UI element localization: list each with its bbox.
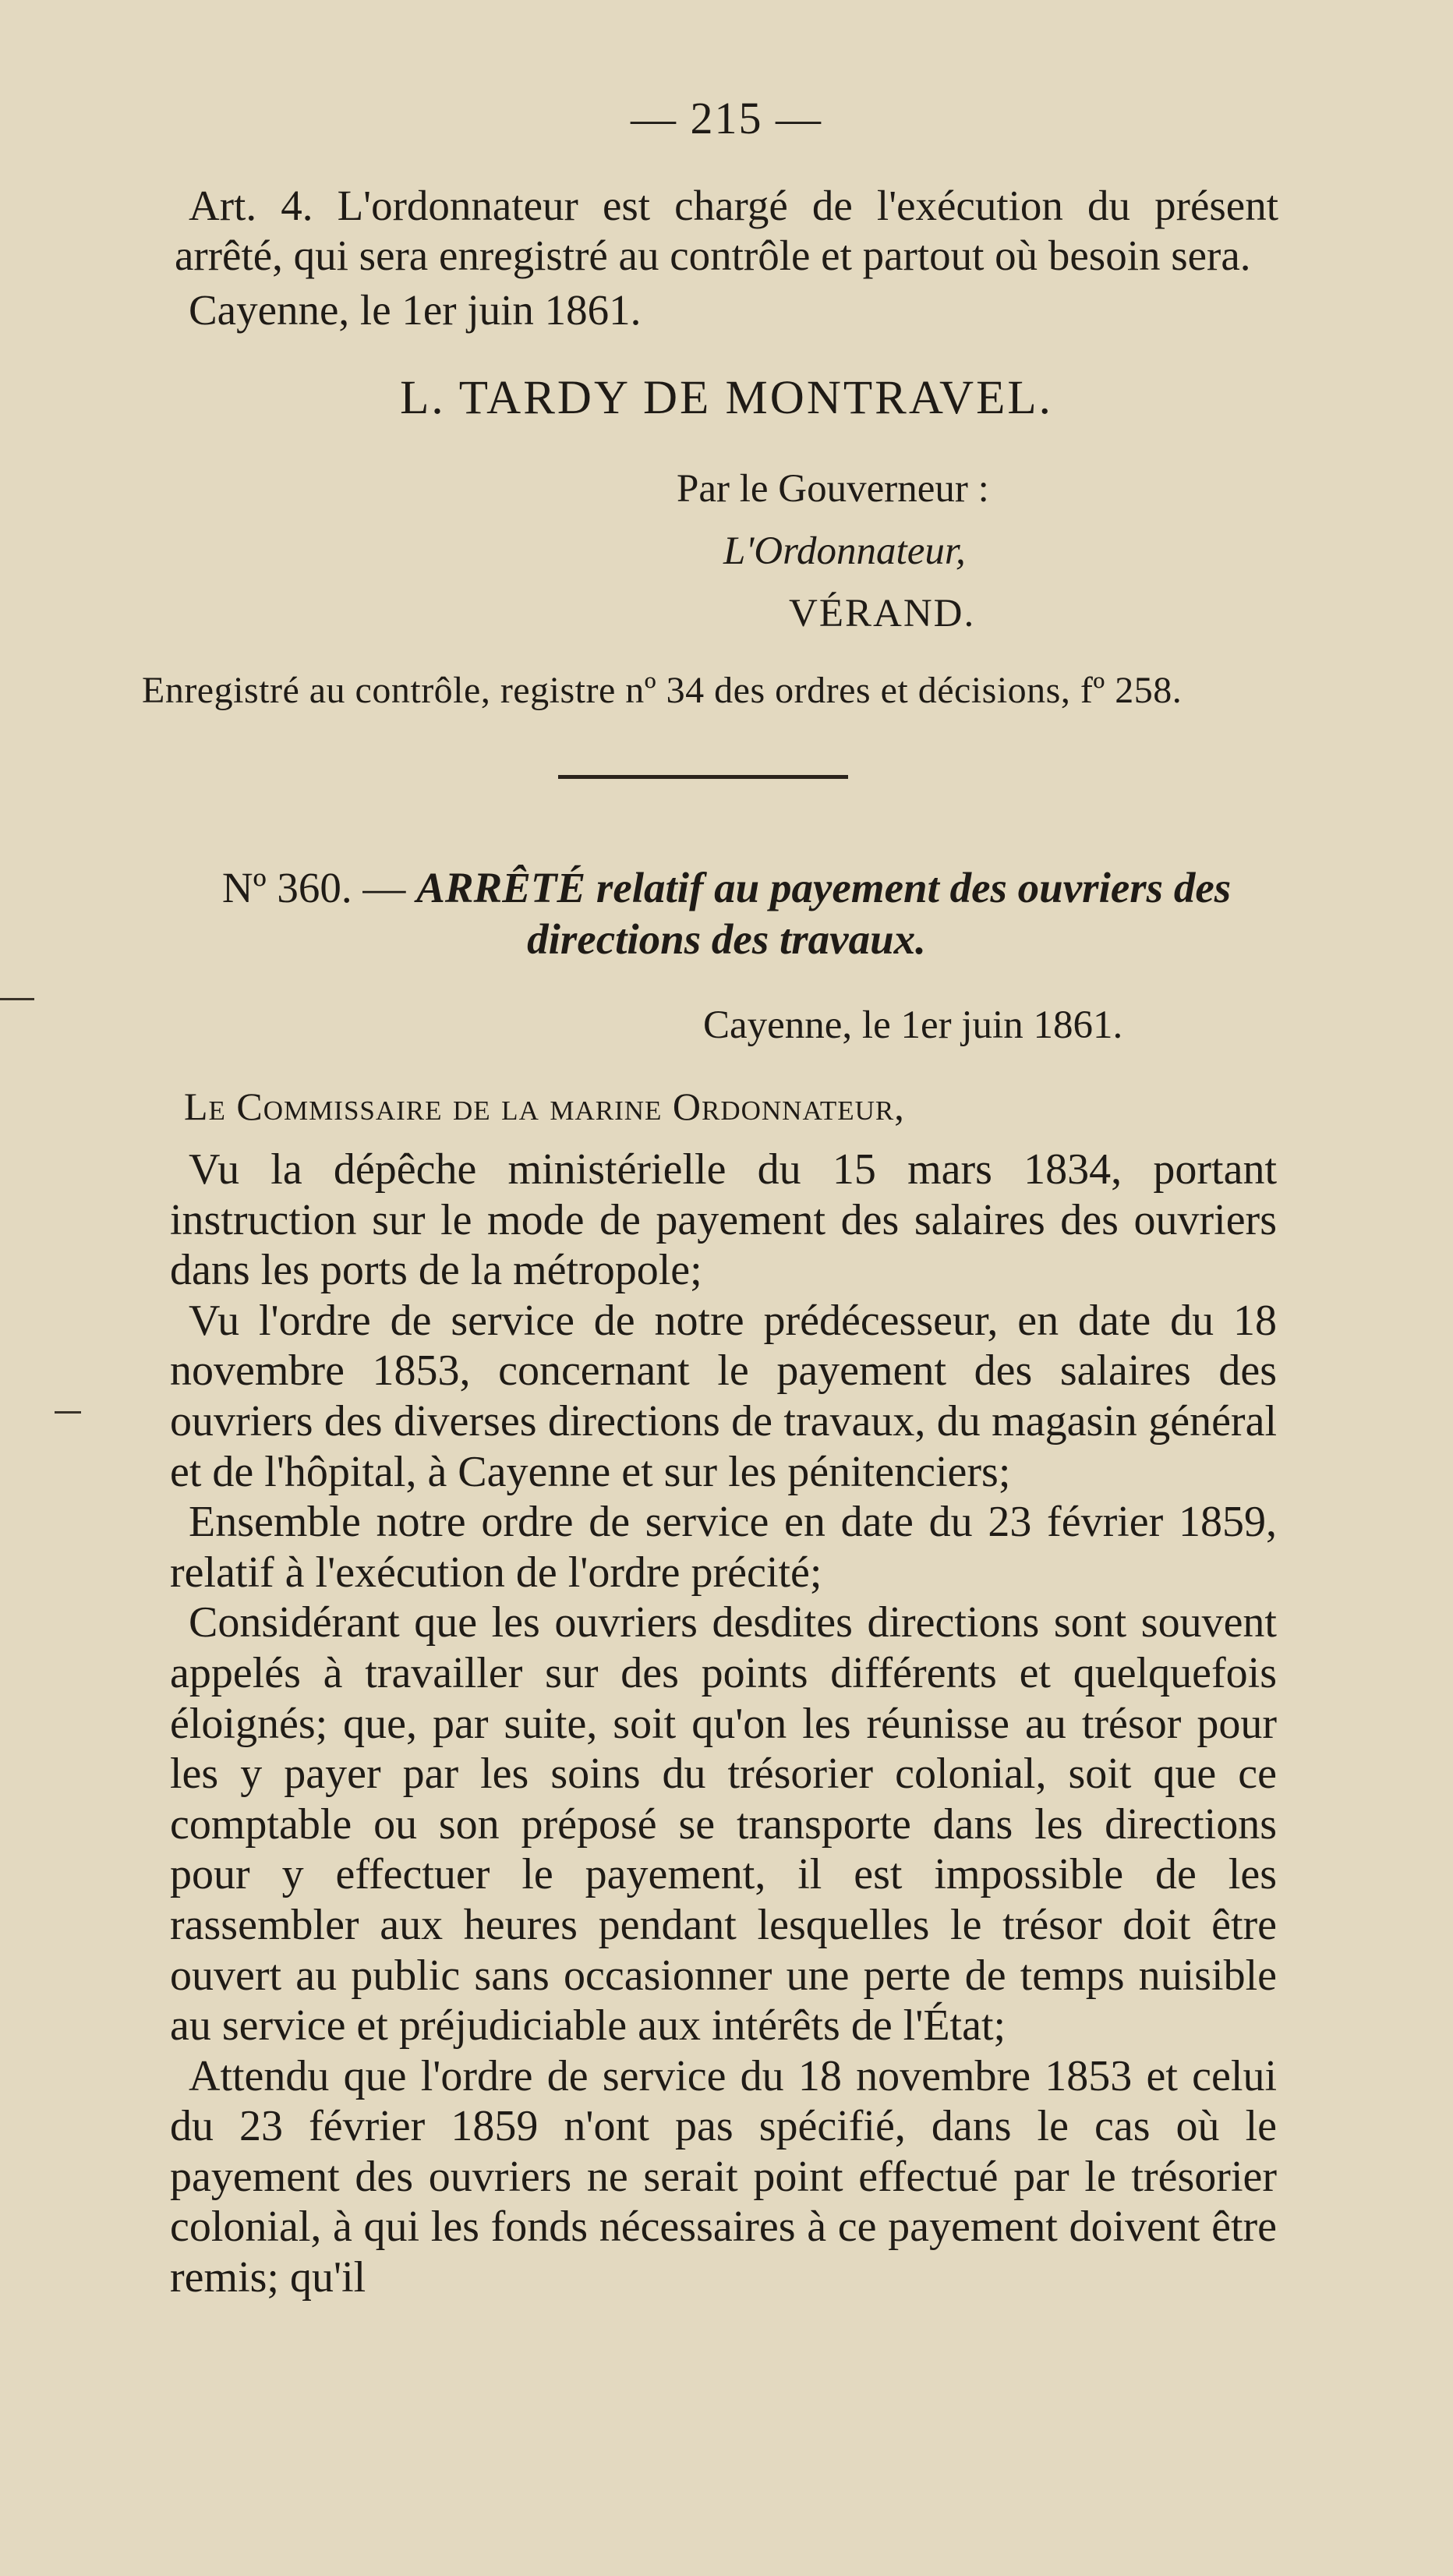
decree-title: ARRÊTÉ relatif au payement des ouvriers des directions des travaux. bbox=[416, 864, 1232, 963]
signature-role: L'Ordonnateur, bbox=[723, 529, 966, 573]
margin-mark bbox=[55, 1411, 81, 1414]
signature-name: L. TARDY DE MONTRAVEL. bbox=[400, 372, 1053, 424]
paragraph: Vu l'ordre de service de notre prédécesseur, en date du 18 novembre 1853, concernant le payement des salaires des ouvriers des diverses directions de travaux, du magasin général et de l'hôpital, à Cayenne et sur les pénitenciers; bbox=[170, 1296, 1277, 1496]
paragraph: Vu la dépêche ministérielle du 15 mars 1834, portant instruction sur le mode de payement des salaires des ouvriers dans les ports de la métropole; bbox=[170, 1145, 1277, 1295]
paragraph: Ensemble notre ordre de service en date du 23 février 1859, relatif à l'exécution de l'ordre précité; bbox=[170, 1498, 1277, 1597]
article-4-block bbox=[175, 181, 1278, 335]
signature-signer: VÉRAND. bbox=[789, 592, 976, 635]
paragraph: Considérant que les ouvriers desdites directions sont souvent appelés à travailler sur des points différents et quelquefois éloignés; que, par suite, soit qu'on les réunisse au trésor pour les y payer par les soins du trésorier colonial, soit que ce comptable ou son préposé se transporte dans les directions pour y effectuer le payement, il est impossible de les rassembler aux heures pendant lesquelles le trésor doit être ouvert au public sans occasionner une perte de temps nuisible au service et préjudiciable aux intérêts de l'État; bbox=[170, 1598, 1277, 2051]
place-date-1: Cayenne, le 1er juin 1861. bbox=[189, 286, 642, 334]
page-number: — 215 — bbox=[631, 93, 822, 143]
decree-number: Nº 360. — bbox=[221, 864, 406, 911]
decree-date: Cayenne, le 1er juin 1861. bbox=[703, 1003, 1123, 1047]
paragraph: Attendu que l'ordre de service du 18 novembre 1853 et celui du 23 février 1859 n'ont pas spécifié, dans le cas où le payement des ouvriers ne serait point effectué par le trésorier colonial, à qui les fonds nécessaires à ce payement doivent être remis; qu'il bbox=[170, 2051, 1277, 2302]
decree-body bbox=[170, 1145, 1277, 2303]
margin-mark bbox=[0, 998, 34, 1000]
decree-heading bbox=[181, 862, 1272, 965]
article-4: Art. 4. L'ordonnateur est chargé de l'exécution du présent arrêté, qui sera enregistré au contrôle et partout où besoin sera. bbox=[175, 182, 1278, 279]
registration-note: Enregistré au contrôle, registre nº 34 des ordres et décisions, fº 258. bbox=[142, 670, 1183, 711]
signature-by: Par le Gouverneur : bbox=[677, 467, 989, 511]
section-divider bbox=[558, 775, 848, 779]
decree-issuer: Le Commissaire de la marine Ordonnateur, bbox=[184, 1085, 905, 1128]
